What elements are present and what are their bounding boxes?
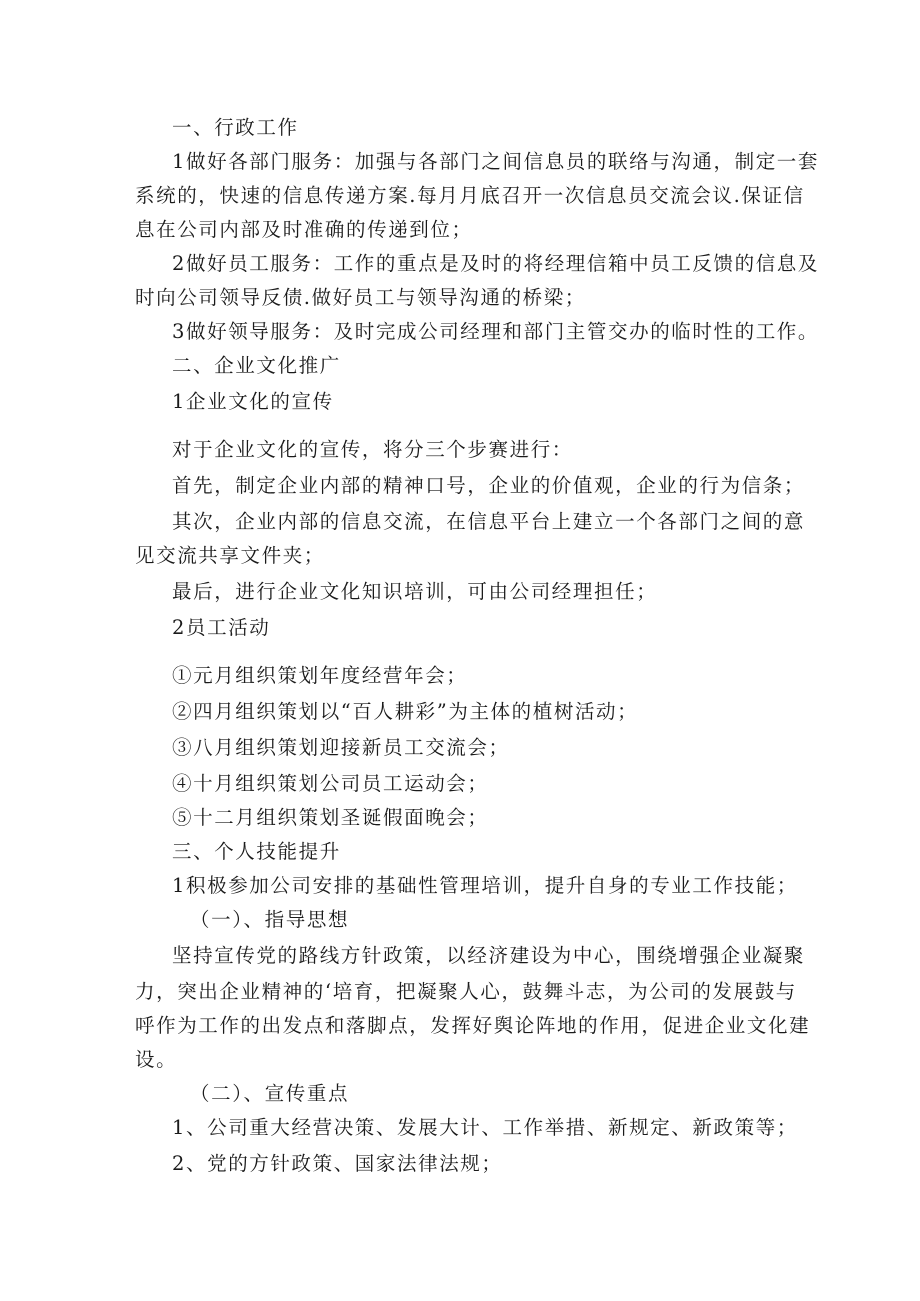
- paragraph-line: 息在公司内部及时准确的传递到位；: [135, 218, 473, 241]
- paragraph-line: 坚持宣传党的路线方针政策，以经济建设为中心，围绕增强企业凝聚: [172, 944, 806, 967]
- paragraph-line: 系统的，快速的信息传递方案.每月月底召开一次信息员交流会议.保证信: [135, 184, 805, 207]
- subsection-heading: 1企业文化的宣传: [172, 390, 334, 413]
- section-heading: 三、个人技能提升: [172, 840, 341, 863]
- paragraph-line: 最后，进行企业文化知识培训，可由公司经理担任；: [172, 580, 658, 603]
- paragraph-line: 对于企业文化的宣传，将分三个步赛进行：: [172, 438, 573, 461]
- paragraph-line: 设。: [135, 1048, 178, 1071]
- paragraph-line: 1积极参加公司安排的基础性管理培训，提升自身的专业工作技能；: [172, 874, 798, 897]
- paragraph-line: 1做好各部门服务：加强与各部门之间信息员的联络与沟通，制定一套: [172, 150, 820, 173]
- list-item: 1、公司重大经营决策、发展大计、工作举措、新规定、新政策等；: [172, 1116, 798, 1139]
- subsection-heading: 2员工活动: [172, 616, 271, 639]
- paragraph-line: 2做好员工服务：工作的重点是及时的将经理信箱中员工反馈的信息及: [172, 252, 820, 275]
- paragraph-line: 力，突出企业精神的‘培育，把凝聚人心，鼓舞斗志，为公司的发展鼓与: [135, 980, 797, 1003]
- list-item: ⑤十二月组织策划圣诞假面晚会；: [172, 806, 489, 829]
- paragraph-line: 其次，企业内部的信息交流，在信息平台上建立一个各部门之间的意: [172, 510, 806, 533]
- list-item: ④十月组织策划公司员工运动会；: [172, 772, 489, 795]
- list-item: ③八月组织策划迎接新员工交流会；: [172, 736, 510, 759]
- list-item: ②四月组织策划以“百人耕彩”为主体的植树活动；: [172, 700, 639, 723]
- section-heading: 一、行政工作: [172, 116, 299, 139]
- paragraph-line: 呼作为工作的出发点和落脚点，发挥好舆论阵地的作用，促进企业文化建: [135, 1014, 811, 1037]
- paragraph-line: 时向公司领导反债.做好员工与领导沟通的桥梁；: [135, 286, 586, 309]
- list-item: 2、党的方针政策、国家法律法规；: [172, 1152, 503, 1175]
- paragraph-line: 首先，制定企业内部的精神口号，企业的价值观，企业的行为信条；: [172, 474, 806, 497]
- list-item: ①元月组织策划年度经营年会；: [172, 664, 468, 687]
- subsection-heading: （二）、宣传重点: [190, 1082, 350, 1105]
- paragraph-line: 3做好领导服务：及时完成公司经理和部门主管交办的临时性的工作。: [172, 320, 820, 343]
- paragraph-line: 见交流共享文件夹；: [135, 544, 325, 567]
- subsection-heading: （一）、指导思想: [190, 908, 350, 931]
- section-heading: 二、企业文化推广: [172, 354, 341, 377]
